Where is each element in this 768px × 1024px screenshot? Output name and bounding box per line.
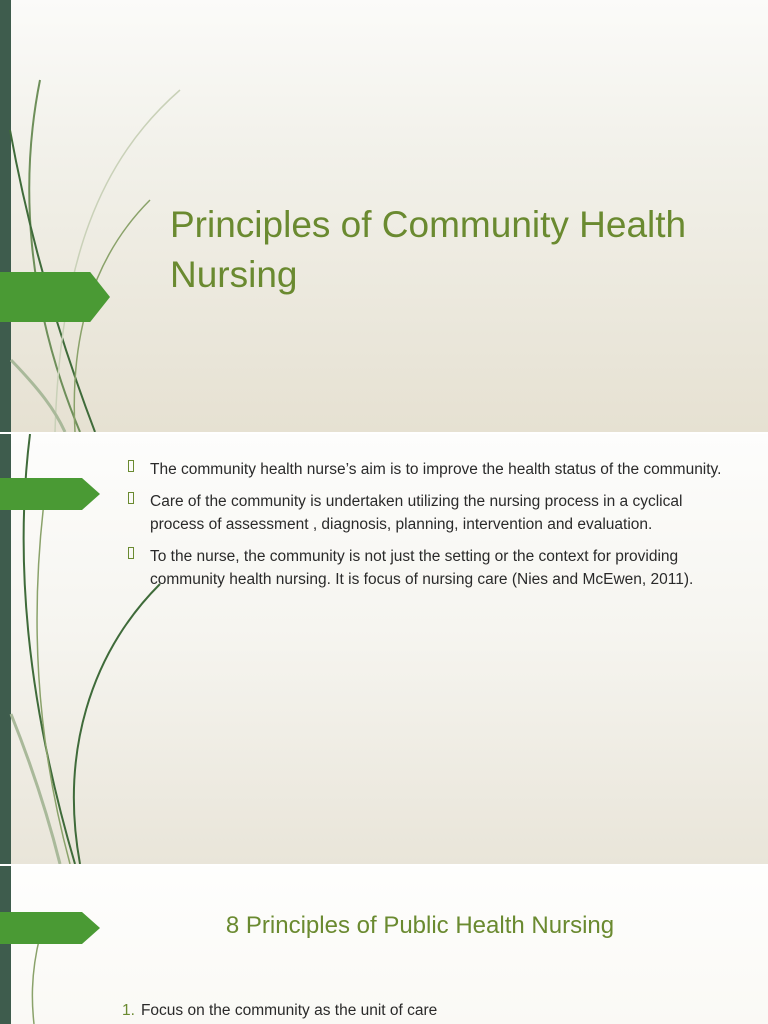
list-item: Care of the community is undertaken utilizing the nursing process in a cyclical process of assessment , diagnosis, planning, intervention and evaluation. [128, 490, 728, 536]
list-item: The community health nurse’s aim is to improve the health status of the community. [128, 458, 728, 481]
arrow-tab-icon [0, 478, 100, 510]
swirl-decoration-icon [0, 866, 120, 1024]
arrow-tab-icon [0, 272, 110, 322]
item-text: Focus on the community as the unit of care [140, 1002, 438, 1019]
hollow-square-bullet-icon [128, 547, 134, 559]
list-item [122, 1002, 437, 1020]
slide-heading: 8 Principles of Public Health Nursing [225, 912, 615, 939]
slide-content [0, 434, 768, 864]
hollow-square-bullet-icon [128, 492, 134, 504]
hollow-square-bullet-icon [128, 460, 134, 472]
item-number: 1. [122, 1002, 135, 1019]
slide-principles [0, 866, 768, 1024]
bullet-list [128, 458, 728, 600]
list-item: To the nurse, the community is not just the setting or the context for providing community health nursing. It is focus of nursing care (Nies and McEwen, 2011). [128, 545, 728, 591]
slide-title-text: Principles of Community Health Nursing [170, 204, 687, 295]
slide-title [0, 0, 768, 432]
